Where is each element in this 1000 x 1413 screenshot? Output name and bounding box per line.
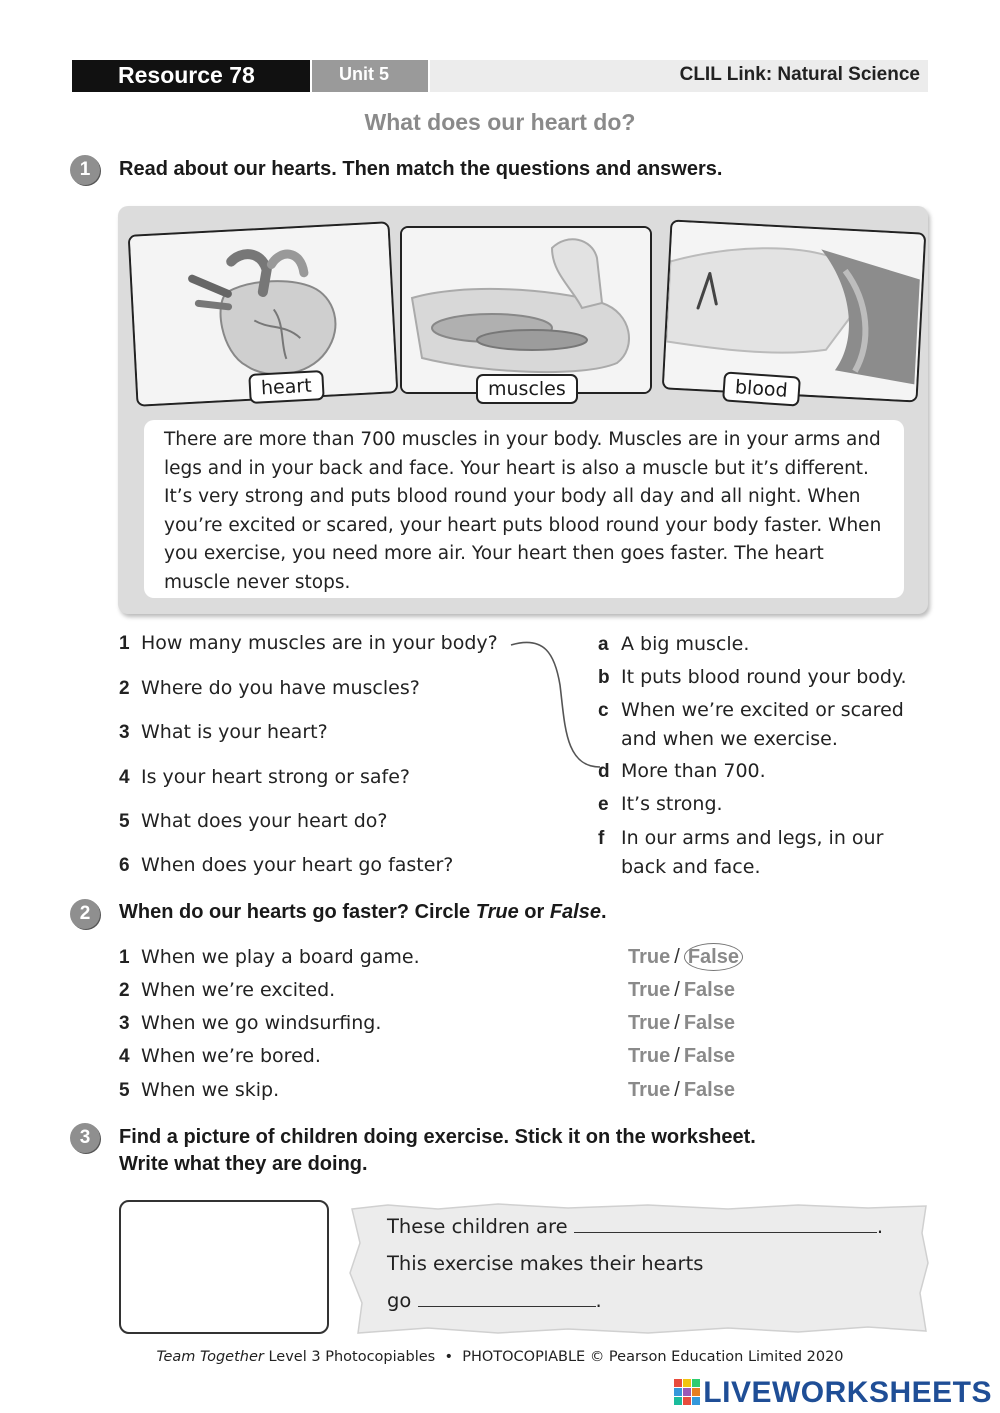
writing-line-1: These children are . bbox=[387, 1215, 884, 1238]
muscles-picture bbox=[400, 226, 652, 394]
blood-cut-illustration-icon bbox=[664, 222, 924, 401]
resource-label: Resource 78 bbox=[118, 62, 255, 88]
heart-label: heart bbox=[248, 370, 324, 404]
answer-b: b It puts blood round your body. bbox=[598, 666, 907, 688]
section-3-instruction-line-1: Find a picture of children doing exercise. Stick it on the worksheet. bbox=[119, 1126, 756, 1148]
question-4: 4 Is your heart strong or safe? bbox=[119, 766, 410, 788]
true-option[interactable]: True bbox=[628, 979, 671, 1001]
section-1-number: 1 bbox=[70, 155, 100, 185]
false-option-circled[interactable]: False bbox=[684, 943, 743, 971]
blood-picture bbox=[662, 219, 927, 402]
answer-f: f In our arms and legs, in our back and face. bbox=[598, 827, 884, 878]
answer-c: c When we’re excited or scared and when we exercise. bbox=[598, 699, 904, 750]
liveworksheets-logo: LIVEWORKSHEETS bbox=[674, 1376, 992, 1410]
false-option[interactable]: False bbox=[683, 979, 735, 1001]
section-3-instruction-line-2: Write what they are doing. bbox=[119, 1153, 368, 1175]
footer-credit: Team Together Level 3 Photocopiables • PHOTOCOPIABLE © Pearson Education Limited 2020 bbox=[156, 1349, 844, 1365]
true-option[interactable]: True bbox=[628, 1045, 671, 1067]
question-2: 2 Where do you have muscles? bbox=[119, 677, 420, 699]
page-title: What does our heart do? bbox=[364, 109, 636, 135]
tf-choice-5: True / False bbox=[628, 1079, 735, 1101]
question-1: 1 How many muscles are in your body? bbox=[119, 632, 498, 654]
question-5: 5 What does your heart do? bbox=[119, 810, 388, 832]
section-1-instruction: Read about our hearts. Then match the questions and answers. bbox=[119, 158, 723, 180]
answer-d: d More than 700. bbox=[598, 760, 766, 782]
answer-a: a A big muscle. bbox=[598, 633, 750, 655]
question-6: 6 When does your heart go faster? bbox=[119, 854, 454, 876]
tf-item-3: 3 When we go windsurfing. bbox=[119, 1012, 382, 1034]
answer-blank-2[interactable] bbox=[418, 1306, 596, 1307]
match-line[interactable] bbox=[505, 635, 610, 775]
tf-choice-4: True / False bbox=[628, 1045, 735, 1067]
liveworksheets-grid-icon bbox=[674, 1379, 700, 1405]
tf-choice-3: True / False bbox=[628, 1012, 735, 1034]
true-option[interactable]: True bbox=[628, 946, 671, 968]
muscles-label: muscles bbox=[476, 374, 578, 404]
arm-muscle-illustration-icon bbox=[402, 228, 650, 392]
blood-label: blood bbox=[722, 371, 801, 406]
tf-item-5: 5 When we skip. bbox=[119, 1079, 280, 1101]
writing-line-2: This exercise makes their hearts bbox=[387, 1252, 704, 1275]
true-option[interactable]: True bbox=[628, 1079, 671, 1101]
answer-blank-1[interactable] bbox=[574, 1232, 877, 1233]
answer-e: e It’s strong. bbox=[598, 793, 723, 815]
tf-choice-1: True / False bbox=[628, 946, 743, 969]
question-3: 3 What is your heart? bbox=[119, 721, 328, 743]
tf-item-4: 4 When we’re bored. bbox=[119, 1045, 321, 1067]
writing-line-3: go . bbox=[387, 1289, 602, 1312]
clil-label: CLIL Link: Natural Science bbox=[679, 64, 920, 85]
reading-text: There are more than 700 muscles in your body. Muscles are in your arms and legs and in your back and face. Your heart is also a muscle but it’s different. It’s very strong and puts blood round your body all day and all night. When you’re excited or scared, your heart puts blood round your body faster. When you exercise, you need more air. Your heart then goes faster. The heart muscle never stops. bbox=[164, 429, 882, 593]
tf-choice-2: True / False bbox=[628, 979, 735, 1001]
picture-stick-box[interactable] bbox=[119, 1200, 329, 1334]
false-option[interactable]: False bbox=[683, 1079, 735, 1101]
section-2-instruction: When do our hearts go faster? Circle True or False. bbox=[119, 901, 607, 923]
section-2-number: 2 bbox=[70, 899, 100, 929]
section-3-number: 3 bbox=[70, 1123, 100, 1153]
false-option[interactable]: False bbox=[683, 1012, 735, 1034]
false-option[interactable]: False bbox=[683, 1045, 735, 1067]
true-option[interactable]: True bbox=[628, 1012, 671, 1034]
tf-item-2: 2 When we’re excited. bbox=[119, 979, 336, 1001]
tf-item-1: 1 When we play a board game. bbox=[119, 946, 420, 968]
unit-label: Unit 5 bbox=[339, 64, 390, 84]
